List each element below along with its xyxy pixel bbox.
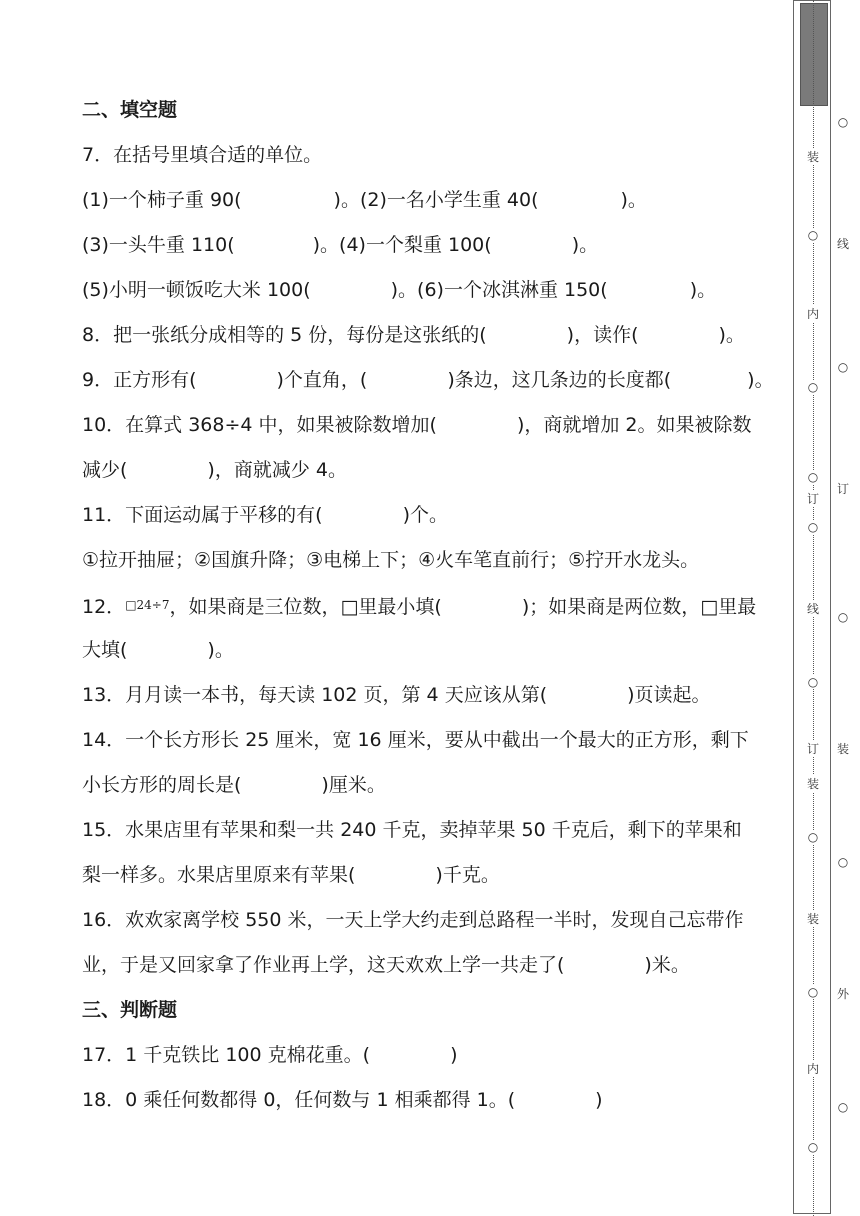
binding-glyph: 装 — [806, 150, 819, 164]
question-18: 18．0 乘任何数都得 0，任何数与 1 相乘都得 1。( ) — [82, 1089, 603, 1111]
binding-glyph: 线 — [806, 602, 819, 616]
question-8: 8．把一张纸分成相等的 5 份，每份是这张纸的( )，读作( )。 — [82, 324, 745, 346]
binding-glyph: ○ — [837, 360, 849, 374]
binding-glyph: 外 — [836, 987, 849, 1001]
binding-glyph: 订 — [806, 492, 819, 506]
binding-outer-column — [836, 0, 850, 1216]
question-7-line-2: (3)一头牛重 110( )。(4)一个梨重 100( )。 — [82, 234, 599, 256]
section-title-true-false: 三、判断题 — [82, 999, 178, 1021]
question-12-line-2: 大填( )。 — [82, 639, 234, 661]
question-17: 17．1 千克铁比 100 克棉花重。( ) — [82, 1044, 458, 1066]
binding-glyph: 内 — [806, 307, 819, 321]
binding-glyph: ○ — [807, 675, 819, 689]
question-16-line-2: 业，于是又回家拿了作业再上学，这天欢欢上学一共走了( )米。 — [82, 954, 690, 976]
question-14-line-2: 小长方形的周长是( )厘米。 — [82, 774, 386, 796]
binding-glyph: 订 — [836, 482, 849, 496]
question-11-options: ①拉开抽屉；②国旗升降；③电梯上下；④火车笔直前行；⑤拧开水龙头。 — [82, 549, 700, 571]
binding-glyph: ○ — [807, 228, 819, 242]
binding-margin — [793, 0, 860, 1216]
binding-glyph: ○ — [807, 985, 819, 999]
question-13: 13．月月读一本书，每天读 102 页，第 4 天应该从第( )页读起。 — [82, 684, 711, 706]
question-10-line-2: 减少( )，商就减少 4。 — [82, 459, 347, 481]
question-16-line-1: 16．欢欢家离学校 550 米，一天上学大约走到总路程一半时，发现自己忘带作 — [82, 909, 744, 931]
binding-glyph: 装 — [806, 777, 819, 791]
question-15-line-1: 15．水果店里有苹果和梨一共 240 千克，卖掉苹果 50 千克后，剩下的苹果和 — [82, 819, 742, 841]
question-15-line-2: 梨一样多。水果店里原来有苹果( )千克。 — [82, 864, 500, 886]
binding-glyph: ○ — [807, 380, 819, 394]
binding-glyph: 内 — [806, 1062, 819, 1076]
expression-image: □24÷7 — [125, 598, 170, 612]
binding-glyph: 线 — [836, 237, 849, 251]
worksheet-content — [82, 88, 782, 1123]
question-9: 9．正方形有( )个直角，( )条边，这几条边的长度都( )。 — [82, 369, 774, 391]
binding-glyph: 装 — [836, 742, 849, 756]
binding-glyph: ○ — [837, 610, 849, 624]
binding-glyph: ○ — [837, 855, 849, 869]
binding-glyph: ○ — [807, 470, 819, 484]
question-14-line-1: 14．一个长方形长 25 厘米，宽 16 厘米，要从中截出一个最大的正方形，剩下 — [82, 729, 749, 751]
question-7-line-1: (1)一个柿子重 90( )。(2)一名小学生重 40( )。 — [82, 189, 647, 211]
binding-glyph: ○ — [807, 1140, 819, 1154]
binding-glyph: ○ — [837, 1100, 849, 1114]
question-12-line-1: 12．$^{□24\div 7}$，如果商是三位数，□里最小填( )；如果商是两位数，□里最 — [82, 596, 757, 618]
binding-glyph: 订 — [806, 742, 819, 756]
section-title-fill-in: 二、填空题 — [82, 99, 178, 121]
binding-glyph: 装 — [806, 912, 819, 926]
binding-inner-column — [806, 0, 820, 1216]
binding-glyph: ○ — [807, 830, 819, 844]
binding-glyph: ○ — [837, 115, 849, 129]
question-7-stem: 7．在括号里填合适的单位。 — [82, 144, 323, 166]
question-10-line-1: 10．在算式 368÷4 中，如果被除数增加( )，商就增加 2。如果被除数 — [82, 414, 752, 436]
question-11: 11．下面运动属于平移的有( )个。 — [82, 504, 449, 526]
binding-glyph: ○ — [807, 520, 819, 534]
question-7-line-3: (5)小明一顿饭吃大米 100( )。(6)一个冰淇淋重 150( )。 — [82, 279, 717, 301]
